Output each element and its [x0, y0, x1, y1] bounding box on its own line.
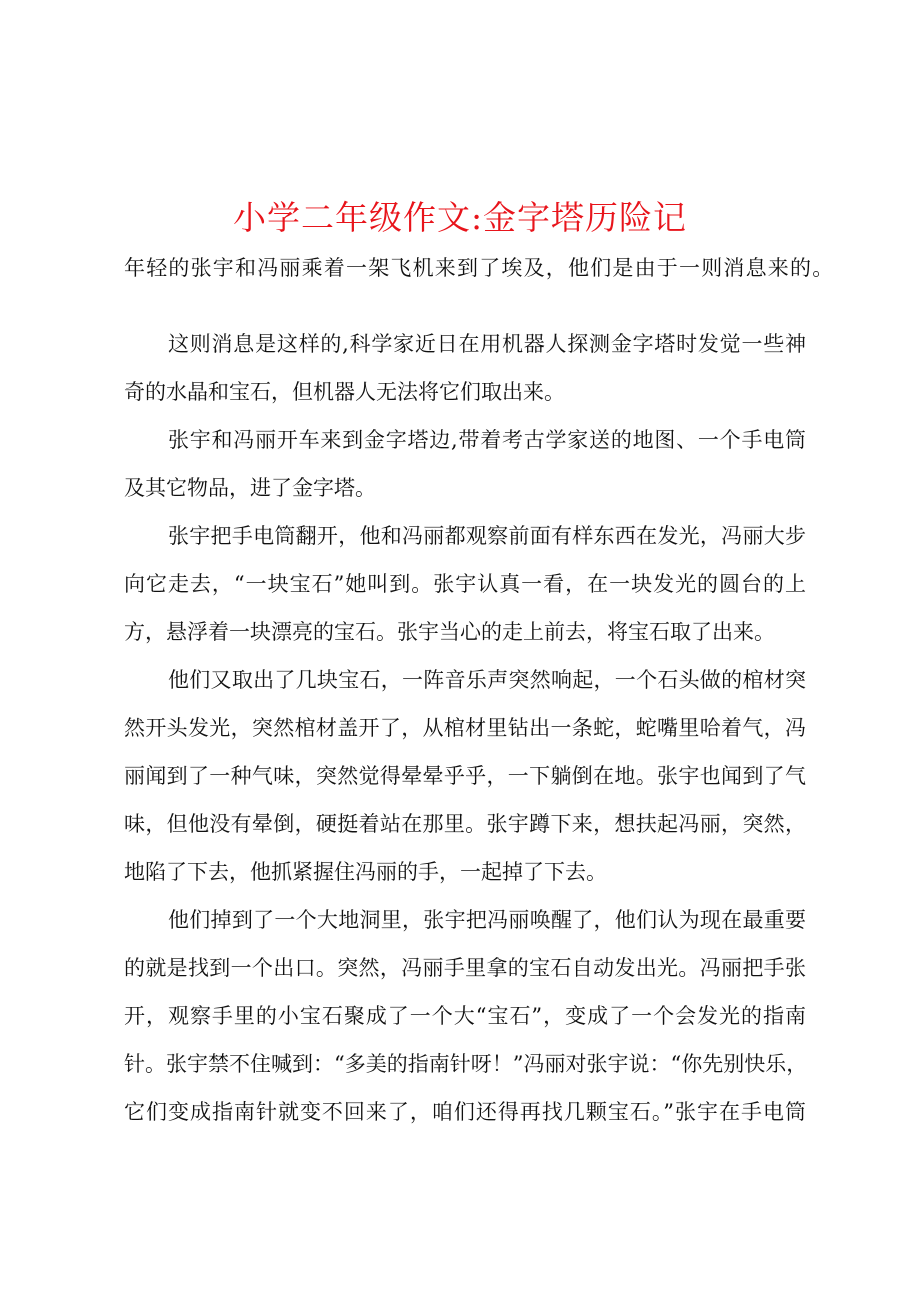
- paragraph-line: 方，悬浮着一块漂亮的宝石。张宇当心的走上前去，将宝石取了出来。: [124, 620, 775, 644]
- paragraph-line: 张宇和冯丽开车来到金字塔边,带着考古学家送的地图、一个手电筒: [168, 428, 806, 452]
- paragraph-line: 丽闻到了一种气味，突然觉得晕晕乎乎，一下躺倒在地。张宇也闻到了气: [124, 764, 806, 788]
- paragraph-line: 这则消息是这样的,科学家近日在用机器人探测金字塔时发觉一些神: [168, 332, 806, 356]
- paragraph-line: 的就是找到一个出口。突然，冯丽手里拿的宝石自动发出光。冯丽把手张: [124, 956, 806, 980]
- paragraph-line: 张宇把手电筒翻开，他和冯丽都观察前面有样东西在发光，冯丽大步: [168, 524, 806, 548]
- paragraph-line: 及其它物品，进了金字塔。: [124, 476, 376, 500]
- paragraph-line: 针。张宇禁不住喊到：“多美的指南针呀！”冯丽对张宇说：“你先别快乐，: [124, 1052, 808, 1076]
- paragraph-line: 地陷了下去，他抓紧握住冯丽的手，一起掉了下去。: [124, 860, 607, 884]
- paragraph-line: 然开头发光，突然棺材盖开了，从棺材里钻出一条蛇，蛇嘴里哈着气，冯: [124, 716, 806, 740]
- paragraph-line: 开，观察手里的小宝石聚成了一个大“宝石”，变成了一个会发光的指南: [124, 1004, 806, 1028]
- document-body: [124, 244, 835, 1136]
- paragraph-line: 他们掉到了一个大地洞里，张宇把冯丽唤醒了，他们认为现在最重要: [168, 908, 806, 932]
- paragraph-line: 它们变成指南针就变不回来了，咱们还得再找几颗宝石。”张宇在手电筒: [124, 1100, 806, 1124]
- paragraph-line: 他们又取出了几块宝石，一阵音乐声突然响起，一个石头做的棺材突: [168, 668, 806, 692]
- paragraph-line: 年轻的张宇和冯丽乘着一架飞机来到了埃及，他们是由于一则消息来的。: [124, 256, 835, 280]
- document-title: 小学二年级作文:金字塔历险记: [232, 198, 688, 237]
- paragraph-line: 向它走去，“一块宝石”她叫到。张宇认真一看，在一块发光的圆台的上: [124, 572, 806, 596]
- paragraph-line: 味，但他没有晕倒，硬挺着站在那里。张宇蹲下来，想扶起冯丽，突然，: [124, 812, 806, 836]
- paragraph-line: 奇的水晶和宝石，但机器人无法将它们取出来。: [124, 380, 565, 404]
